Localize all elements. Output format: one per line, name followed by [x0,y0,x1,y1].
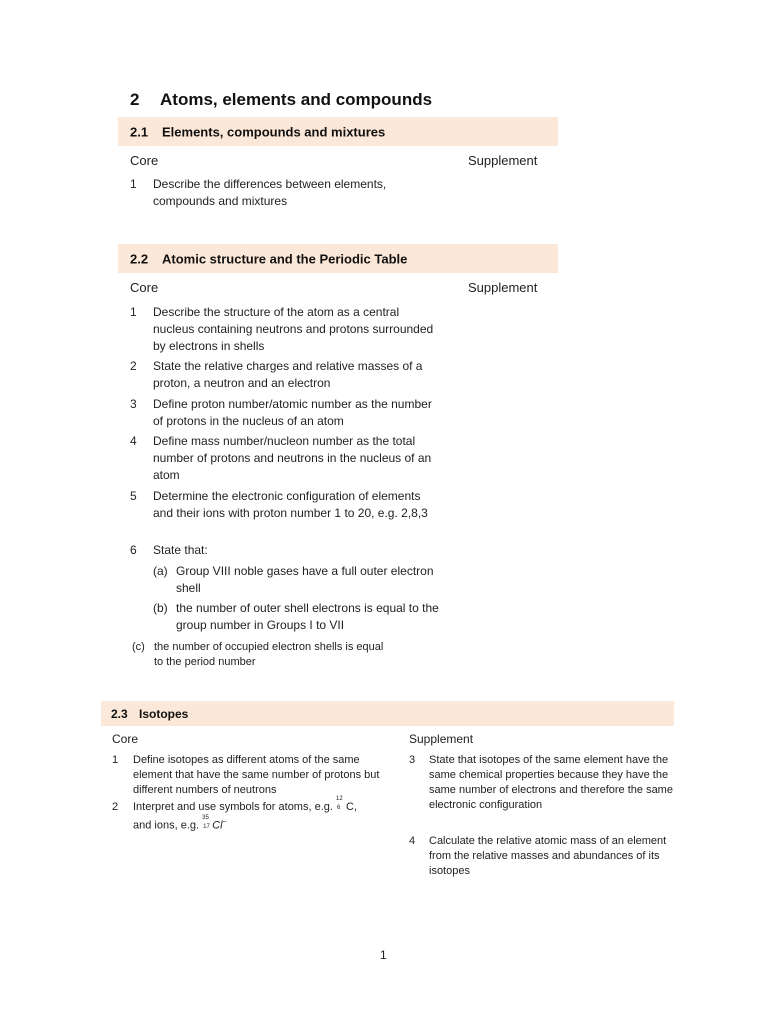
supplement-item [409,753,674,815]
item-text: Group VIII noble gases have a full outer electron shell [176,564,434,595]
item-text: Define mass number/nucleon number as the total number of protons and neutrons in the nucleus of an atom [153,434,432,482]
atomic-number: 17 [203,823,210,830]
item-text: State that: [153,543,208,557]
item-text-part: and ions, e.g. [133,819,200,832]
item-text: Describe the differences between elements, compounds and mixtures [153,177,387,208]
supplement-label: Supplement [468,153,538,168]
item-number: 3 [409,754,416,766]
item-text: Describe the structure of the atom as a central nucleus containing neutrons and protons surrounded by electrons in shells [153,305,434,353]
item-number: 4 [130,434,137,448]
isotope-symbol-carbon [336,796,346,812]
mass-number: 35 [202,814,209,821]
item-number: 4 [409,835,416,847]
sub-item [132,640,392,672]
atomic-number: 6 [337,805,341,811]
item-number: 3 [130,397,137,411]
item-number: 1 [130,305,137,319]
supplement-label: Supplement [468,280,538,295]
item-letter: (b) [153,601,168,615]
item-letter: (a) [153,564,168,578]
item-text-part: Interpret and use symbols for atoms, e.g. [133,801,333,813]
core-item [112,796,387,832]
page-number: 1 [380,948,387,962]
core-item [112,753,382,799]
section-title: Isotopes [139,706,189,721]
mass-number: 12 [336,796,343,802]
core-item [130,396,440,432]
item-text: the number of outer shell electrons is equal to the group number in Groups I to VII [176,601,439,632]
sub-item [153,563,443,599]
core-label: Core [112,732,139,746]
item-text: State that isotopes of the same element have the same chemical properties because they have the same number of electrons and therefore the same electronic configuration [429,754,673,811]
section-header-2-1 [118,117,558,146]
core-item [130,176,430,212]
item-text: State the relative charges and relative masses of a proton, a neutron and an electron [153,359,423,390]
chapter-title [130,90,432,110]
item-number: 6 [130,543,137,557]
isotope-symbol-chlorine [202,814,212,831]
core-label: Core [130,280,159,295]
supplement-item [409,834,674,880]
core-item [130,304,440,356]
item-text: Determine the electronic configuration of elements and their ions with proton number 1 to 20, e.g. 2,8,3 [153,489,428,520]
item-number: 1 [112,754,119,766]
item-number: 1 [130,177,137,191]
item-letter: (c) [132,641,145,653]
element-symbol: Cl [212,819,223,832]
section-header-2-3 [101,701,674,726]
section-title: Atomic structure and the Periodic Table [162,251,408,266]
core-item [130,542,440,560]
item-text: Calculate the relative atomic mass of an element from the relative masses and abundances of its isotopes [429,835,667,877]
core-item [130,488,440,540]
item-text: Define isotopes as different atoms of the same element that have the same number of protons but different numbers of neutrons [133,754,380,796]
item-text: the number of occupied electron shells is equal to the period number [154,641,384,668]
item-text: Define proton number/atomic number as the number of protons in the nucleus of an atom [153,397,432,428]
core-item [130,358,440,394]
item-text [133,796,385,834]
element-symbol: C, [346,801,357,813]
section-number: 2.3 [111,706,128,721]
item-number: 2 [112,801,119,813]
core-label: Core [130,153,159,168]
chapter-title-text: Atoms, elements and compounds [160,90,433,109]
chapter-number: 2 [130,90,140,109]
section-header-2-2 [118,244,558,273]
ion-charge: − [222,819,227,826]
supplement-label: Supplement [409,732,474,746]
sub-item [153,600,443,636]
section-number: 2.1 [130,124,149,139]
core-item [130,433,440,485]
item-number: 2 [130,359,137,373]
item-number: 5 [130,489,137,503]
section-number: 2.2 [130,251,149,266]
section-title: Elements, compounds and mixtures [162,124,386,139]
